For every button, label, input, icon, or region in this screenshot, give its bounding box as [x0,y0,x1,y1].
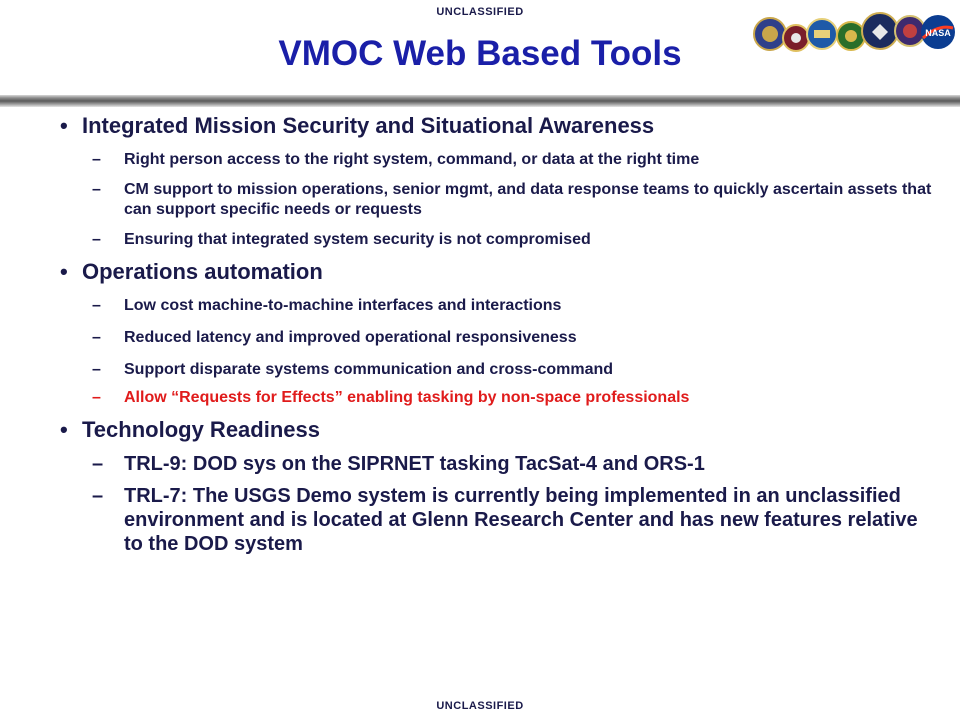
section-heading [56,112,936,140]
list-item-text: TRL-9: DOD sys on the SIPRNET tasking TacSat-4 and ORS-1 [124,453,705,475]
list-item [56,360,936,380]
page-title: VMOC Web Based Tools [278,34,682,73]
list-item-text: Allow “Requests for Effects” enabling tasking by non-space professionals [124,389,690,406]
dash-icon: – [92,151,101,168]
list-item [56,296,936,316]
slide-content [56,112,936,556]
list-item-text: Ensuring that integrated system security is not compromised [124,231,591,248]
dash-icon: – [92,485,104,507]
list-item-text: Right person access to the right system, command, or data at the right time [124,151,700,168]
nasa-logo-text: NASA [925,28,951,38]
list-item [56,452,936,476]
classification-top: UNCLASSIFIED [436,6,524,18]
dash-icon: – [92,389,101,406]
list-item-text: CM support to mission operations, senior mgmt, and data response teams to quickly ascertain assets that can support specific needs or requests [124,181,932,218]
dash-icon: – [92,181,101,198]
bullet-icon: • [60,113,68,138]
dash-icon: – [92,329,101,346]
list-item-text: Low cost machine-to-machine interfaces and interactions [124,297,562,314]
list-item [56,484,936,556]
bullet-icon: • [60,259,68,284]
list-item-text: Support disparate systems communication and cross-command [124,361,614,378]
dash-icon: – [92,297,101,314]
bullet-icon: • [60,417,68,442]
list-item [56,230,936,250]
dash-icon: – [92,231,101,248]
classification-bottom: UNCLASSIFIED [436,700,524,712]
list-item [56,328,936,348]
dash-icon: – [92,453,104,475]
section-heading [56,258,936,286]
title-divider [0,95,960,107]
list-item-text: Reduced latency and improved operational responsiveness [124,329,577,346]
section-heading-text: Operations automation [82,259,323,284]
section-heading-text: Integrated Mission Security and Situational Awareness [82,113,655,138]
list-item-highlight [56,388,936,408]
list-item-text: TRL-7: The USGS Demo system is currently being implemented in an unclassified environment and is located at Glenn Research Center and has new features relative to the DOD system [124,485,918,555]
dash-icon: – [92,361,101,378]
section-heading-text: Technology Readiness [82,417,320,442]
list-item [56,150,936,170]
section-heading [56,416,936,444]
list-item [56,180,936,220]
